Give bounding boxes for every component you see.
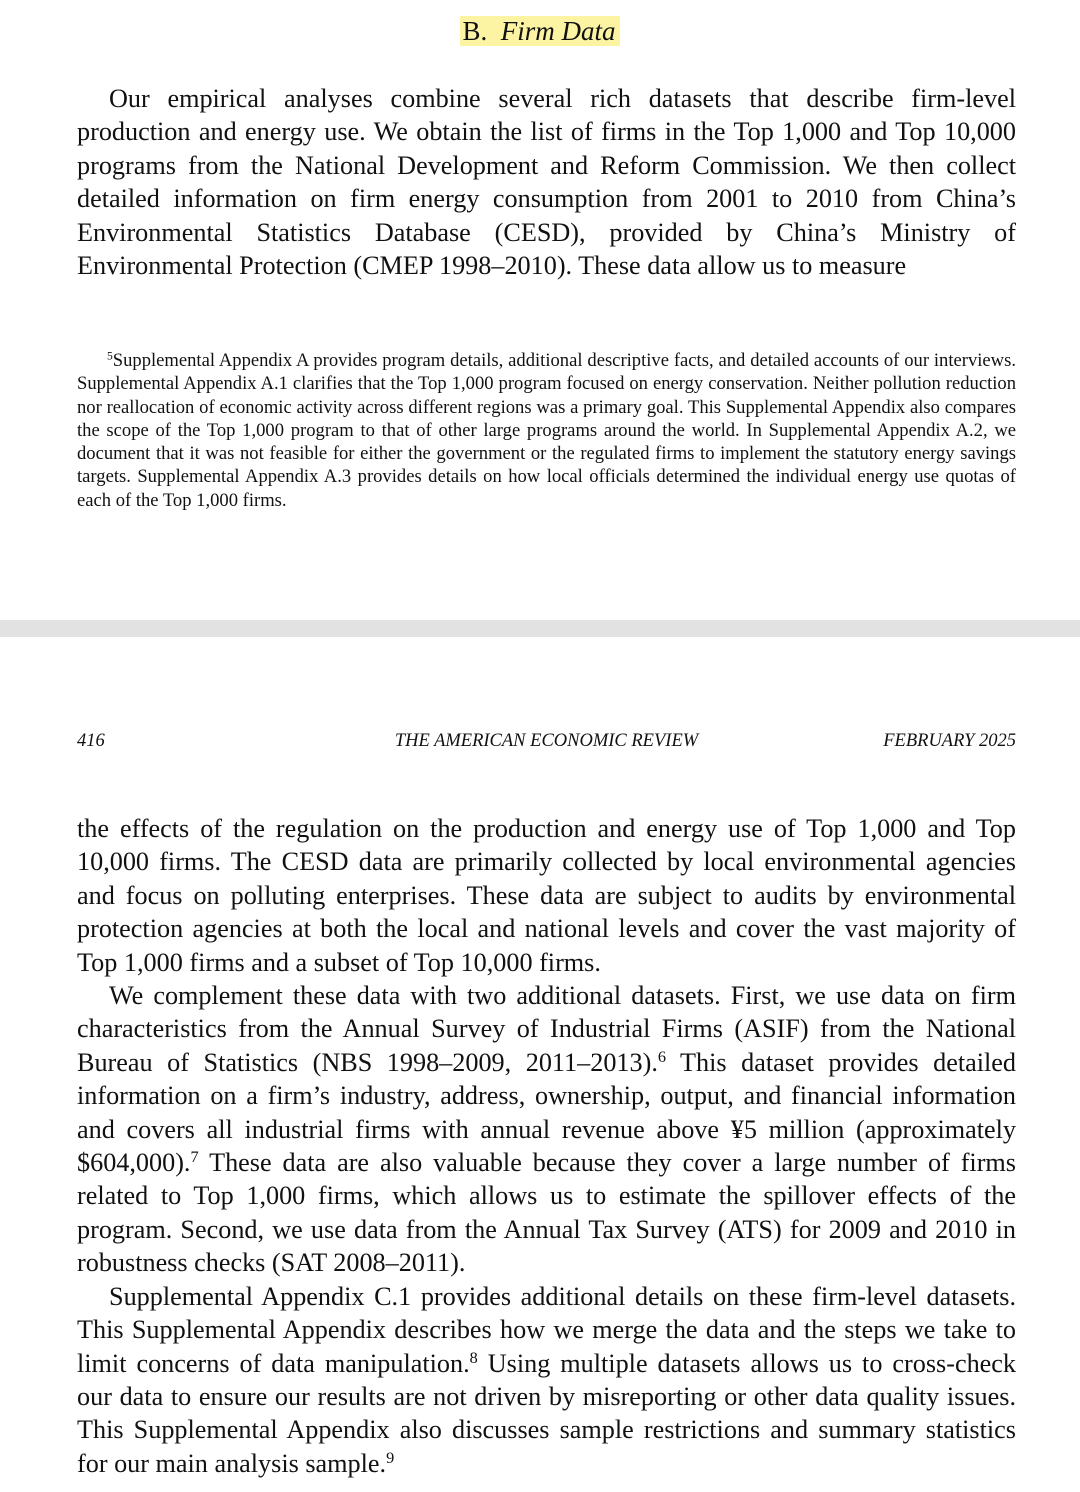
footnote-marker: 5 [107,350,113,363]
top-body-text [77,82,1016,282]
section-heading [0,13,1080,49]
paragraph-appendix-part1: Supplemental Appendix C.1 provides additional details on these firm-level datasets. This Supplemental Appendix describes how we merge the data and the steps we take to limit concerns of data manipulation. [77,1281,1016,1378]
footnote-ref-9[interactable]: 9 [386,1448,395,1467]
paragraph-continued: the effects of the regulation on the production and energy use of Top 1,000 and Top 10,000 firms. The CESD data are primarily collected by local environmental agencies and focus on polluting enterprises. These data are subject to audits by environmental protection agencies at both the local and national levels and cover the vast majority of Top 1,000 firms and a subset of Top 10,000 firms. [77,814,1016,977]
paragraph-datasets [77,979,1016,1280]
footnote-ref-8[interactable]: 8 [469,1348,478,1367]
paragraph-datasets-part2: This dataset provides detailed information on a firm’s industry, address, ownership, output, and financial information and covers all industrial firms with annual revenue above ¥5 million (approximately $604,000). [77,1047,1016,1178]
footnote-ref-7[interactable]: 7 [190,1148,199,1167]
journal-name: THE AMERICAN ECONOMIC REVIEW [394,731,699,751]
paragraph-datasets-part3: These data are also valuable because they cover a large number of firms related to Top 1,000 firms, which allows us to estimate the spillover effects of the program. Second, we use data from the Annual Tax Survey (ATS) for 2009 and 2010 in robustness checks (SAT 2008–2011). [77,1148,1016,1278]
paragraph-datasets-part1: We complement these data with two additional datasets. First, we use data on firm characteristics from the Annual Survey of Industrial Firms (ASIF) from the National Bureau of Statistics (NBS 1998–2009, 2011–2013). [77,981,1016,1077]
section-label: B. [462,16,488,46]
page-divider [0,620,1080,637]
paragraph-appendix-part2: Using multiple datasets allows us to cross-check our data to ensure our results are not driven by misreporting or other data quality issues. This Supplemental Appendix also discusses sample restrictions and summary statistics for our main analysis sample. [77,1348,1017,1478]
footnote-ref-6[interactable]: 6 [657,1047,666,1066]
section-heading-highlight [460,16,619,46]
issue-date: FEBRUARY 2025 [883,731,1016,751]
section-title: Firm Data [500,16,616,46]
footnote-5 [77,349,1016,512]
paragraph-intro: Our empirical analyses combine several rich datasets that describe firm-level production and energy use. We obtain the list of firms in the Top 1,000 and Top 10,000 programs from the National Development and Reform Commission. We then collect detailed information on firm energy consumption from 2001 to 2010 from China’s Environmental Statistics Database (CESD), provided by China’s Ministry of Environmental Protection (CMEP 1998–2010). These data allow us to measure [77,84,1016,281]
footnote-text: Supplemental Appendix A provides program details, additional descriptive facts, and detailed accounts of our interviews. Supplemental Appendix A.1 clarifies that the Top 1,000 program focused on energy conservation. Neither pollution reduction nor reallocation of economic activity across different regions was a primary goal. This Supplemental Appendix also compares the scope of the Top 1,000 program to that of other large programs around the world. In Supplemental Appendix A.2, we document that it was not feasible for either the government or the regulated firms to implement the statutory energy savings targets. Supplemental Appendix A.3 provides details on how local officials determined the individual energy use quotas of each of the Top 1,000 firms. [77,350,1016,511]
page-top [0,0,1080,620]
page-number: 416 [77,731,105,751]
paragraph-appendix [77,1280,1016,1480]
bottom-body-text [77,812,1016,1480]
running-head [77,728,1016,754]
